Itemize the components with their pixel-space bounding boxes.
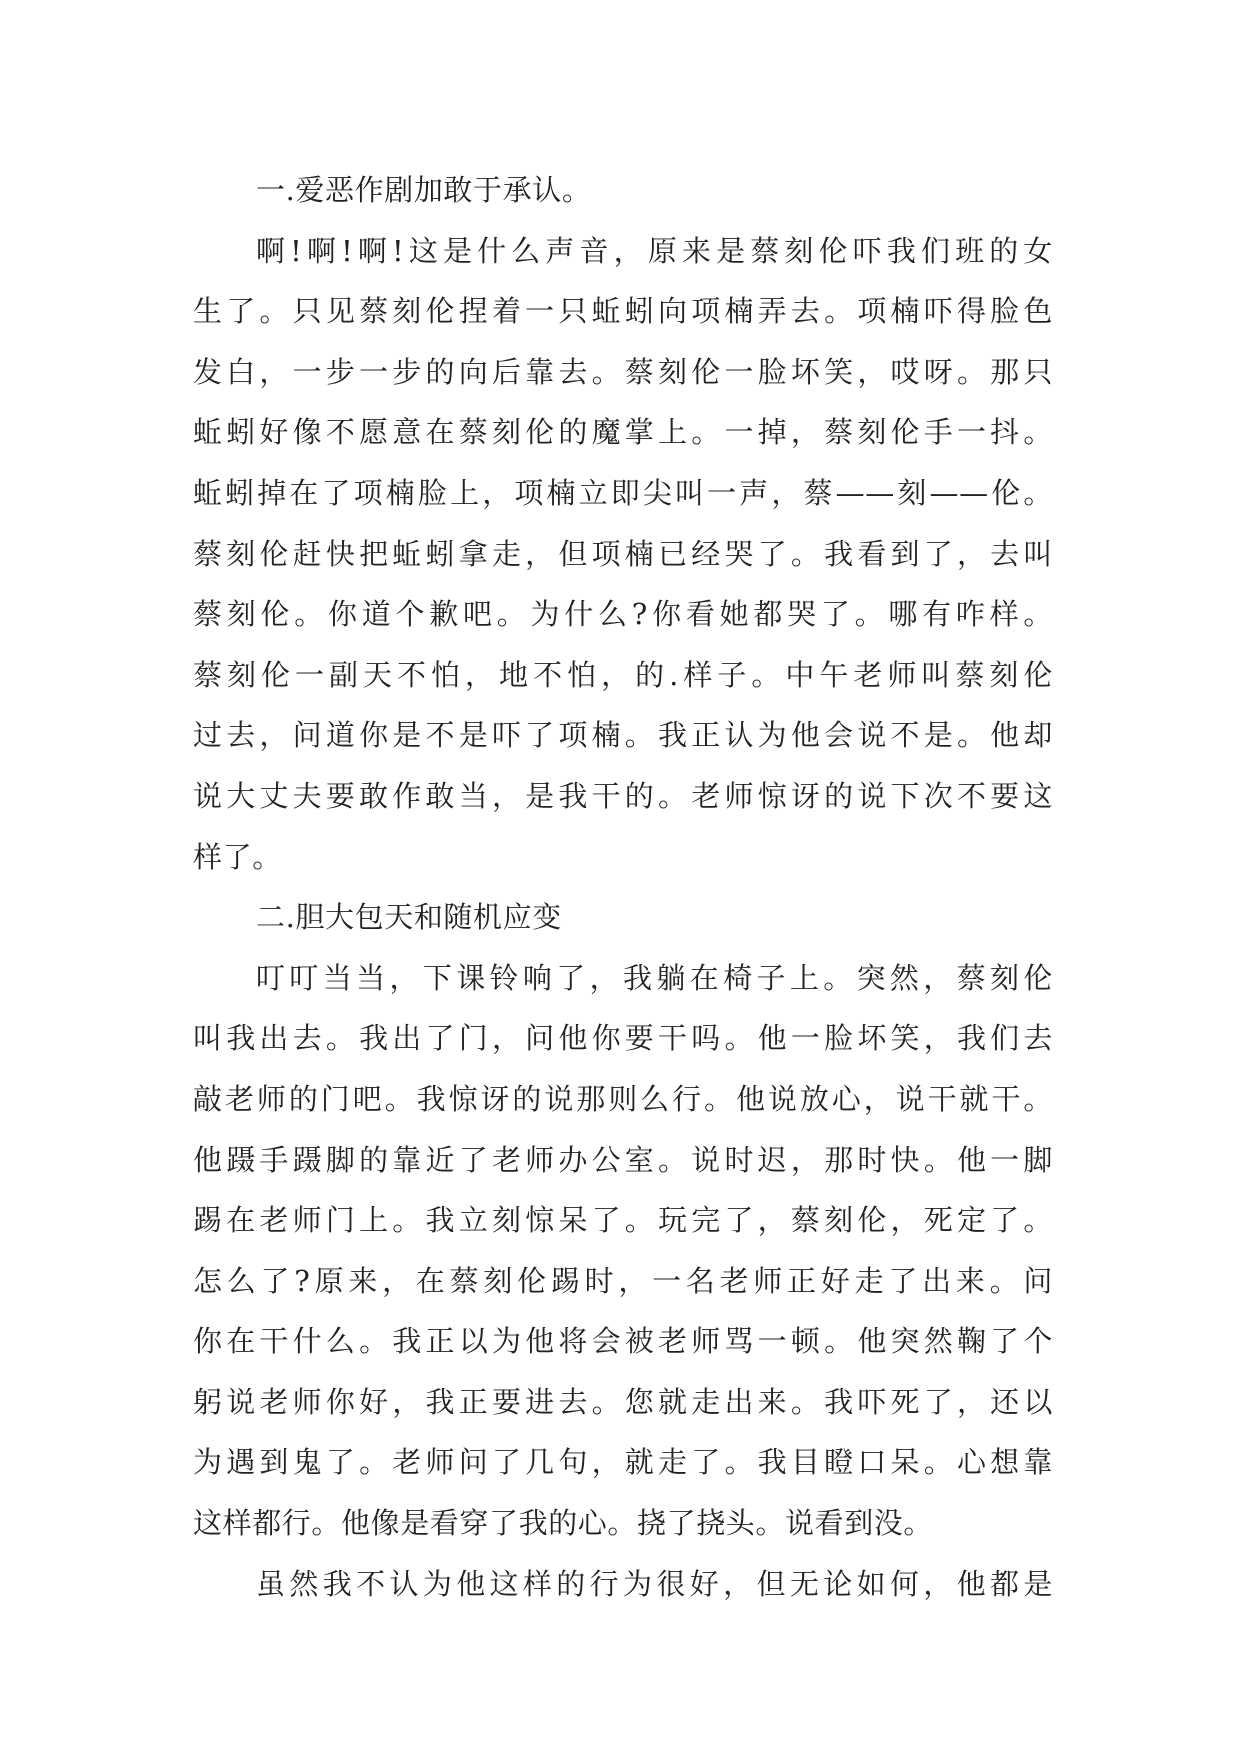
text-line: 为遇到鬼了。老师问了几句，就走了。我目瞪口呆。心想靠 — [193, 1445, 1053, 1480]
text-line: 敲老师的门吧。我惊讶的说那则么行。他说放心，说干就干。 — [193, 1081, 1053, 1116]
text-line: 蚯蚓好像不愿意在蔡刻伦的魔掌上。一掉，蔡刻伦手一抖。 — [193, 415, 1053, 450]
text-line: 他蹑手蹑脚的靠近了老师办公室。说时迟，那时快。他一脚 — [193, 1142, 1053, 1177]
text-line: 蔡刻伦。你道个歉吧。为什么?你看她都哭了。哪有咋样。 — [193, 597, 1053, 632]
text-line: 一.爱恶作剧加敢于承认。 — [256, 173, 592, 207]
text-line: 蚯蚓掉在了项楠脸上，项楠立即尖叫一声，蔡——刻——伦。 — [193, 475, 1053, 510]
text-line: 虽然我不认为他这样的行为很好，但无论如何，他都是 — [256, 1566, 1053, 1601]
text-line: 二.胆大包天和随机应变 — [256, 900, 562, 935]
text-line: 这样都行。他像是看穿了我的心。挠了挠头。说看到没。 — [193, 1506, 934, 1541]
text-line: 啊!啊!啊!这是什么声音，原来是蔡刻伦吓我们班的女 — [256, 233, 1053, 268]
text-line: 过去，问道你是不是吓了项楠。我正认为他会说不是。他却 — [193, 718, 1053, 753]
text-line: 蔡刻伦一副天不怕，地不怕，的.样子。中午老师叫蔡刻伦 — [193, 657, 1053, 692]
text-line: 踢在老师门上。我立刻惊呆了。玩完了，蔡刻伦，死定了。 — [193, 1203, 1053, 1238]
text-line: 叮叮当当，下课铃响了，我躺在椅子上。突然，蔡刻伦 — [256, 960, 1053, 995]
text-line: 样了。 — [193, 839, 282, 874]
text-line: 你在干什么。我正以为他将会被老师骂一顿。他突然鞠了个 — [193, 1324, 1053, 1359]
text-line: 发白，一步一步的向后靠去。蔡刻伦一脸坏笑，哎呀。那只 — [193, 354, 1053, 389]
text-line: 躬说老师你好，我正要进去。您就走出来。我吓死了，还以 — [193, 1384, 1053, 1419]
document-body — [193, 160, 1053, 1614]
text-line: 说大丈夫要敢作敢当，是我干的。老师惊讶的说下次不要这 — [193, 778, 1053, 813]
text-line: 蔡刻伦赶快把蚯蚓拿走，但项楠已经哭了。我看到了，去叫 — [193, 536, 1053, 571]
text-line: 叫我出去。我出了门，问他你要干吗。他一脸坏笑，我们去 — [193, 1021, 1053, 1056]
text-line: 生了。只见蔡刻伦捏着一只蚯蚓向项楠弄去。项楠吓得脸色 — [193, 294, 1053, 329]
text-line: 怎么了?原来，在蔡刻伦踢时，一名老师正好走了出来。问 — [193, 1263, 1053, 1298]
